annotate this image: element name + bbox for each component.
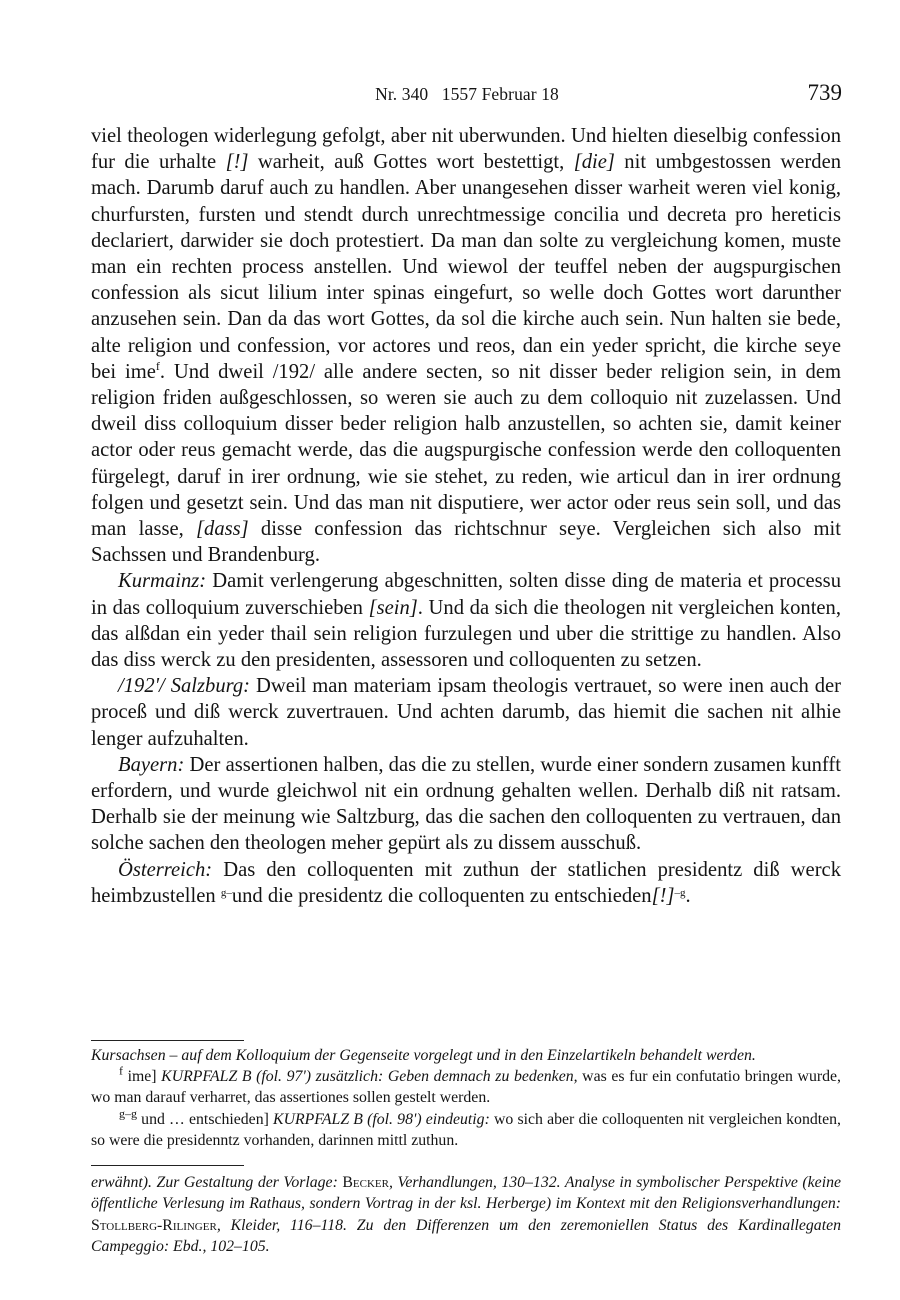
- commentary-notes: [91, 1172, 841, 1258]
- commentary-paragraph: erwähnt). Zur Gestaltung der Vorlage: Becker, Verhandlungen, 130–132. Analyse in symbolischer Perspektive (keine öffentliche Verlesung im Rathaus, sondern Vortrag in der ksl. Herberge) im Kontext mit den Religionsverhandlungen: Stollberg-Rilinger, Kleider, 116–118. Zu den Differenzen um den zeremoniellen Status des Kardinallegaten Campeggio: Ebd., 102–105.: [91, 1174, 841, 1256]
- header-doc-date: 1557 Februar 18: [441, 84, 559, 104]
- speaker-label: /192'/ Salzburg:: [118, 675, 251, 698]
- paragraph-salzburg: /192'/ Salzburg: Dweil man materiam ipsam theologis vertrauet, so were inen auch der proceß und diß werck zuvertrauen. Und achten darumb, das hiemit die sachen nit alhie lenger aufzuhalten.: [91, 675, 841, 750]
- body-text: [91, 123, 841, 909]
- speaker-label: Kurmainz:: [118, 570, 207, 593]
- header-doc-number: Nr. 340: [375, 84, 429, 104]
- editorial-insertion: [dass]: [196, 518, 249, 541]
- header-document-reference: [92, 79, 842, 109]
- footnote-continuation: Kursachsen – auf dem Kolloquium der Gegenseite vorgelegt und in den Einzelartikeln behandelt werden.: [91, 1047, 756, 1064]
- paragraph-kurmainz: Kurmainz: Damit verlengerung abgeschnitten, solten disse ding de materia et processu in das colloquium zuverschieben [sein]. Und da sich die theologen nit vergleichen konten, das alßdan ein yeder thail sein religion furzulegen und uber die strittige zu handlen. Also das diss werck zu den presidenten, assessoren und colloquenten zu setzen.: [91, 570, 842, 672]
- paragraph-oesterreich: Österreich: Das den colloquenten mit zuthun der statlichen presidentz diß werck heimbzustellen $^{g-}$und die presidentz die colloquenten zu entschieden[!]$^{-g}$.: [91, 858, 841, 907]
- paragraph-kursachsen-continued: viel theologen widerlegung gefolgt, aber nit uberwunden. Und hielten dieselbig confession fur die urhalte [!] warheit, auß Gottes wort bestettigt, [die] nit umbgestossen werden mach. Darumb daruf auch zu handlen. Aber unangesehen disser warheit weren viel konig, churfursten, fursten und stendt durch unrechtmessige concilia und decreta pro hereticis declariert, darwider sie doch protestiert. Da man dan solte zu vergleichung komen, muste man ein rechten process anstellen. Und wiewol der teuffel neben der augspurgischen confession als sicut lilium inter spinas eingefurt, so welle doch Gottes wort darunther anzusehen sein. Dan da das wort Gottes, da sol die kirche auch sein. Nun halten sie bede, alte religion und confession, vor actores und reos, dan ein yeder spricht, die kirche seye bei ime$^f$. Und dweil /192/ alle andere secten, so nit disser beder religion sein, in dem religion friden außgeschlossen, so weren sie auch zu dem colloquio nit zuzelassen. Und dweil diss colloquium disser beder religion halb anzustellen, so achten sie, damit keiner actor oder reus gemacht werde, das die augspurgische confession werde den colloquenten fürgelegt, daruf in irer ordnung, wie sie stehet, zu reden, wie articul dan in irer ordnung folgen und gesetzt sein. Und das man nit disputiere, wer actor oder reus sein soll, und das man lasse, [dass] disse confession das richtschnur seye. Vergleichen sich also mit Sachssen und Brandenburg.: [91, 125, 842, 567]
- footnote-f: $^f$ ime] KURPFALZ B (fol. 97') zusätzlich: Geben demnach zu bedenken, was es fur ein confutatio bringen wurde, wo man darauf verharret, das assertiones sollen gestelt werden.: [91, 1063, 841, 1107]
- editorial-insertion: [!]: [651, 884, 675, 907]
- running-header: [92, 79, 842, 109]
- footnote-g: $^{g-g}$ und … entschieden] KURPFALZ B (fol. 98') eindeutig: wo sich aber die colloquenten nit vergleichen kondten, so were die presidenntz vorhanden, darinnen mittl zuthun.: [91, 1106, 841, 1149]
- footnotes: [91, 1045, 841, 1151]
- commentary-divider: [91, 1165, 244, 1166]
- footnote-marker-g-close[interactable]: –g: [674, 886, 686, 899]
- author-name: Stollberg-Rilinger: [91, 1216, 217, 1234]
- author-name: Becker: [342, 1174, 389, 1191]
- speaker-label: Bayern:: [118, 753, 185, 776]
- paragraph-bayern: Bayern: Der assertionen halben, das die zu stellen, wurde einer sondern zusamen kunfft erfordern, und wurde gleichwol nit ein ordnung gehalten wellen. Derhalb diß nit ratsam. Derhalb sie der meinung wie Saltzburg, das die sachen den colloquenten zu vertrauen, dan solche sachen den theologen meher gepürt als zu dissem ausschuß.: [91, 753, 841, 855]
- editorial-insertion: [!]: [225, 151, 249, 174]
- speaker-label: Österreich:: [118, 858, 213, 881]
- footnote-marker-g-open[interactable]: g–: [220, 886, 232, 899]
- footnote-f-mark: f: [119, 1063, 123, 1078]
- editorial-insertion: [sein]: [368, 596, 418, 619]
- footnote-marker-f[interactable]: f: [155, 358, 160, 373]
- page-number: 739: [807, 80, 842, 105]
- footnote-g-mark: g–g: [119, 1106, 137, 1121]
- editorial-insertion: [die]: [573, 151, 615, 174]
- footnote-divider: [91, 1040, 244, 1041]
